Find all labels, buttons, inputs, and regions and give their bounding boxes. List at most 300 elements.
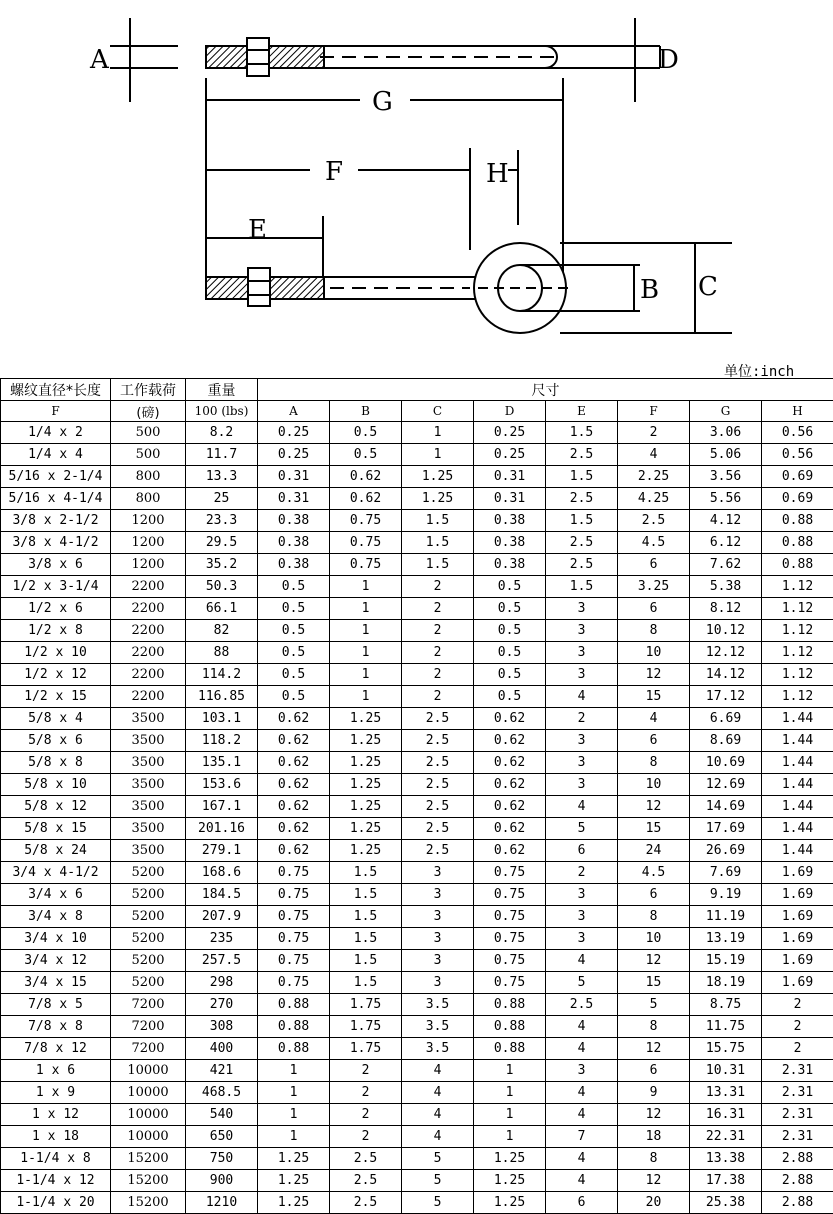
- cell-weight: 308: [186, 1016, 258, 1038]
- cell-c: 3: [402, 928, 474, 950]
- cell-b: 1.5: [330, 972, 402, 994]
- table-row: [1, 796, 833, 818]
- cell-d: 0.62: [474, 708, 546, 730]
- cell-c: 1: [402, 444, 474, 466]
- table-row: [1, 1148, 833, 1170]
- table-row: [1, 972, 833, 994]
- subheader-col: D: [474, 401, 546, 422]
- table-row: [1, 1016, 833, 1038]
- cell-load: 3500: [111, 752, 186, 774]
- cell-load: 5200: [111, 906, 186, 928]
- cell-g: 10.31: [690, 1060, 762, 1082]
- top-nut: [247, 38, 269, 76]
- cell-size: 1/2 x 3-1/4: [1, 576, 111, 598]
- subheader-thread: F: [1, 401, 111, 422]
- cell-load: 10000: [111, 1126, 186, 1148]
- cell-d: 0.38: [474, 554, 546, 576]
- cell-a: 0.75: [258, 862, 330, 884]
- cell-g: 5.06: [690, 444, 762, 466]
- cell-weight: 50.3: [186, 576, 258, 598]
- cell-size: 5/8 x 24: [1, 840, 111, 862]
- cell-b: 1.25: [330, 818, 402, 840]
- cell-e: 2: [546, 708, 618, 730]
- cell-g: 3.06: [690, 422, 762, 444]
- cell-g: 25.38: [690, 1192, 762, 1214]
- cell-weight: 298: [186, 972, 258, 994]
- cell-b: 1: [330, 642, 402, 664]
- cell-size: 1 x 12: [1, 1104, 111, 1126]
- cell-f: 2.5: [618, 510, 690, 532]
- cell-d: 0.88: [474, 994, 546, 1016]
- table-row: [1, 642, 833, 664]
- cell-d: 1.25: [474, 1170, 546, 1192]
- cell-c: 2.5: [402, 774, 474, 796]
- table-row: [1, 950, 833, 972]
- cell-b: 2: [330, 1082, 402, 1104]
- cell-d: 0.75: [474, 884, 546, 906]
- eye-bolt-diagram: [0, 0, 833, 362]
- label-b: B: [640, 275, 659, 305]
- cell-c: 3.5: [402, 1016, 474, 1038]
- cell-g: 15.19: [690, 950, 762, 972]
- cell-a: 0.88: [258, 1016, 330, 1038]
- label-h: H: [486, 159, 509, 189]
- cell-a: 0.75: [258, 906, 330, 928]
- cell-size: 5/8 x 4: [1, 708, 111, 730]
- cell-weight: 135.1: [186, 752, 258, 774]
- unit-label: 单位:inch: [724, 362, 794, 382]
- cell-h: 1.12: [762, 686, 833, 708]
- cell-b: 0.62: [330, 488, 402, 510]
- cell-c: 2: [402, 576, 474, 598]
- cell-f: 8: [618, 906, 690, 928]
- cell-a: 0.62: [258, 774, 330, 796]
- cell-f: 12: [618, 1170, 690, 1192]
- table-row: [1, 664, 833, 686]
- cell-g: 18.19: [690, 972, 762, 994]
- table-row: [1, 862, 833, 884]
- cell-e: 7: [546, 1126, 618, 1148]
- cell-h: 1.69: [762, 950, 833, 972]
- cell-h: 1.12: [762, 576, 833, 598]
- cell-h: 1.69: [762, 906, 833, 928]
- cell-e: 3: [546, 1060, 618, 1082]
- cell-h: 2.31: [762, 1060, 833, 1082]
- cell-h: 2.31: [762, 1126, 833, 1148]
- cell-e: 3: [546, 906, 618, 928]
- cell-d: 0.5: [474, 576, 546, 598]
- table-row: [1, 1126, 833, 1148]
- cell-weight: 257.5: [186, 950, 258, 972]
- cell-weight: 88: [186, 642, 258, 664]
- cell-a: 0.75: [258, 950, 330, 972]
- cell-a: 0.62: [258, 730, 330, 752]
- cell-weight: 184.5: [186, 884, 258, 906]
- cell-a: 0.62: [258, 818, 330, 840]
- cell-e: 3: [546, 664, 618, 686]
- cell-b: 1.25: [330, 840, 402, 862]
- cell-c: 1.25: [402, 466, 474, 488]
- table-row: [1, 576, 833, 598]
- cell-a: 0.5: [258, 598, 330, 620]
- cell-h: 2: [762, 1038, 833, 1060]
- cell-b: 1.5: [330, 884, 402, 906]
- cell-size: 5/8 x 6: [1, 730, 111, 752]
- cell-load: 15200: [111, 1148, 186, 1170]
- cell-g: 17.69: [690, 818, 762, 840]
- cell-load: 3500: [111, 708, 186, 730]
- cell-e: 4: [546, 950, 618, 972]
- cell-load: 7200: [111, 1038, 186, 1060]
- cell-g: 6.69: [690, 708, 762, 730]
- cell-d: 0.5: [474, 664, 546, 686]
- cell-c: 3: [402, 884, 474, 906]
- cell-f: 6: [618, 598, 690, 620]
- cell-a: 0.38: [258, 510, 330, 532]
- cell-c: 2.5: [402, 708, 474, 730]
- cell-g: 10.69: [690, 752, 762, 774]
- cell-f: 12: [618, 796, 690, 818]
- cell-b: 1: [330, 598, 402, 620]
- cell-d: 1: [474, 1082, 546, 1104]
- cell-size: 3/4 x 10: [1, 928, 111, 950]
- cell-b: 2: [330, 1060, 402, 1082]
- label-a: A: [89, 45, 110, 75]
- cell-c: 1.25: [402, 488, 474, 510]
- cell-c: 2: [402, 620, 474, 642]
- cell-load: 500: [111, 422, 186, 444]
- cell-b: 1.25: [330, 708, 402, 730]
- cell-d: 0.5: [474, 686, 546, 708]
- cell-e: 3: [546, 620, 618, 642]
- cell-c: 2: [402, 686, 474, 708]
- cell-f: 6: [618, 884, 690, 906]
- cell-a: 0.75: [258, 972, 330, 994]
- cell-load: 15200: [111, 1170, 186, 1192]
- cell-a: 0.25: [258, 444, 330, 466]
- cell-h: 0.88: [762, 510, 833, 532]
- cell-c: 3: [402, 950, 474, 972]
- cell-e: 4: [546, 1104, 618, 1126]
- cell-b: 2: [330, 1126, 402, 1148]
- cell-e: 6: [546, 1192, 618, 1214]
- cell-b: 1.5: [330, 906, 402, 928]
- cell-g: 5.56: [690, 488, 762, 510]
- cell-d: 0.75: [474, 950, 546, 972]
- cell-g: 7.69: [690, 862, 762, 884]
- cell-g: 9.19: [690, 884, 762, 906]
- cell-b: 1.25: [330, 796, 402, 818]
- cell-weight: 750: [186, 1148, 258, 1170]
- cell-f: 12: [618, 664, 690, 686]
- cell-h: 2.88: [762, 1192, 833, 1214]
- cell-e: 6: [546, 840, 618, 862]
- cell-a: 0.5: [258, 576, 330, 598]
- table-row: [1, 752, 833, 774]
- cell-f: 8: [618, 1016, 690, 1038]
- cell-e: 4: [546, 1170, 618, 1192]
- cell-a: 1: [258, 1104, 330, 1126]
- cell-weight: 82: [186, 620, 258, 642]
- cell-g: 15.75: [690, 1038, 762, 1060]
- cell-d: 0.38: [474, 510, 546, 532]
- cell-size: 1/2 x 12: [1, 664, 111, 686]
- cell-size: 7/8 x 5: [1, 994, 111, 1016]
- cell-size: 3/8 x 6: [1, 554, 111, 576]
- cell-load: 3500: [111, 796, 186, 818]
- cell-b: 0.62: [330, 466, 402, 488]
- cell-size: 3/4 x 4-1/2: [1, 862, 111, 884]
- cell-a: 0.38: [258, 532, 330, 554]
- cell-g: 13.31: [690, 1082, 762, 1104]
- cell-g: 14.69: [690, 796, 762, 818]
- cell-load: 800: [111, 488, 186, 510]
- table-row: [1, 730, 833, 752]
- cell-f: 6: [618, 730, 690, 752]
- table-row: [1, 708, 833, 730]
- cell-f: 4.5: [618, 532, 690, 554]
- cell-d: 0.88: [474, 1038, 546, 1060]
- cell-d: 0.88: [474, 1016, 546, 1038]
- header-dims: 尺寸: [258, 379, 833, 401]
- cell-a: 1: [258, 1126, 330, 1148]
- cell-weight: 13.3: [186, 466, 258, 488]
- cell-f: 6: [618, 554, 690, 576]
- cell-b: 0.75: [330, 554, 402, 576]
- cell-c: 2: [402, 598, 474, 620]
- cell-a: 0.62: [258, 840, 330, 862]
- cell-c: 3: [402, 972, 474, 994]
- cell-f: 15: [618, 818, 690, 840]
- cell-load: 1200: [111, 532, 186, 554]
- cell-g: 5.38: [690, 576, 762, 598]
- cell-e: 4: [546, 1082, 618, 1104]
- cell-g: 7.62: [690, 554, 762, 576]
- cell-c: 4: [402, 1104, 474, 1126]
- header-load: 工作载荷: [111, 379, 186, 401]
- cell-c: 3: [402, 862, 474, 884]
- subheader-col: H: [762, 401, 833, 422]
- cell-load: 7200: [111, 1016, 186, 1038]
- cell-g: 3.56: [690, 466, 762, 488]
- cell-size: 1/2 x 10: [1, 642, 111, 664]
- cell-load: 2200: [111, 598, 186, 620]
- cell-load: 2200: [111, 620, 186, 642]
- cell-d: 0.62: [474, 752, 546, 774]
- cell-size: 5/8 x 12: [1, 796, 111, 818]
- cell-load: 1200: [111, 554, 186, 576]
- subheader-col: E: [546, 401, 618, 422]
- cell-h: 1.44: [762, 730, 833, 752]
- cell-d: 0.75: [474, 862, 546, 884]
- cell-load: 1200: [111, 510, 186, 532]
- cell-b: 1.25: [330, 752, 402, 774]
- label-g: G: [372, 87, 393, 117]
- cell-f: 2: [618, 422, 690, 444]
- cell-weight: 270: [186, 994, 258, 1016]
- cell-g: 6.12: [690, 532, 762, 554]
- cell-size: 3/8 x 4-1/2: [1, 532, 111, 554]
- cell-f: 3.25: [618, 576, 690, 598]
- cell-weight: 900: [186, 1170, 258, 1192]
- cell-h: 2.31: [762, 1082, 833, 1104]
- cell-h: 1.12: [762, 598, 833, 620]
- cell-c: 3.5: [402, 994, 474, 1016]
- cell-a: 0.88: [258, 1038, 330, 1060]
- cell-c: 5: [402, 1170, 474, 1192]
- cell-load: 5200: [111, 928, 186, 950]
- cell-d: 0.25: [474, 422, 546, 444]
- cell-c: 1.5: [402, 554, 474, 576]
- cell-h: 1.44: [762, 796, 833, 818]
- cell-weight: 114.2: [186, 664, 258, 686]
- cell-h: 1.44: [762, 840, 833, 862]
- cell-f: 4.5: [618, 862, 690, 884]
- cell-size: 3/4 x 6: [1, 884, 111, 906]
- cell-d: 0.75: [474, 906, 546, 928]
- cell-h: 0.88: [762, 554, 833, 576]
- table-row: [1, 1104, 833, 1126]
- table-row: [1, 554, 833, 576]
- cell-load: 3500: [111, 730, 186, 752]
- cell-size: 7/8 x 12: [1, 1038, 111, 1060]
- table-row: [1, 884, 833, 906]
- cell-d: 1: [474, 1126, 546, 1148]
- cell-load: 3500: [111, 818, 186, 840]
- cell-f: 8: [618, 1148, 690, 1170]
- cell-c: 5: [402, 1148, 474, 1170]
- spec-table: [0, 378, 833, 1214]
- cell-weight: 66.1: [186, 598, 258, 620]
- cell-h: 2: [762, 994, 833, 1016]
- cell-b: 0.75: [330, 532, 402, 554]
- cell-d: 1.25: [474, 1148, 546, 1170]
- cell-weight: 29.5: [186, 532, 258, 554]
- cell-e: 2.5: [546, 554, 618, 576]
- cell-weight: 103.1: [186, 708, 258, 730]
- subheader-load: (磅): [111, 401, 186, 422]
- label-d: D: [658, 45, 679, 75]
- cell-c: 4: [402, 1126, 474, 1148]
- table-row: [1, 906, 833, 928]
- cell-d: 0.62: [474, 840, 546, 862]
- cell-e: 1.5: [546, 466, 618, 488]
- cell-c: 5: [402, 1192, 474, 1214]
- cell-weight: 421: [186, 1060, 258, 1082]
- cell-a: 1.25: [258, 1192, 330, 1214]
- cell-b: 1.5: [330, 928, 402, 950]
- cell-d: 0.75: [474, 928, 546, 950]
- cell-g: 14.12: [690, 664, 762, 686]
- cell-a: 0.25: [258, 422, 330, 444]
- cell-e: 5: [546, 818, 618, 840]
- table-row: [1, 840, 833, 862]
- cell-size: 1/4 x 2: [1, 422, 111, 444]
- cell-d: 0.62: [474, 774, 546, 796]
- cell-size: 1/2 x 6: [1, 598, 111, 620]
- table-row: [1, 1192, 833, 1214]
- cell-b: 2.5: [330, 1170, 402, 1192]
- cell-d: 1: [474, 1104, 546, 1126]
- cell-e: 1.5: [546, 510, 618, 532]
- cell-weight: 23.3: [186, 510, 258, 532]
- cell-a: 0.62: [258, 752, 330, 774]
- cell-c: 2: [402, 642, 474, 664]
- cell-c: 1: [402, 422, 474, 444]
- subheader-col: F: [618, 401, 690, 422]
- cell-b: 2.5: [330, 1192, 402, 1214]
- cell-weight: 11.7: [186, 444, 258, 466]
- label-e: E: [248, 215, 267, 245]
- cell-h: 1.44: [762, 774, 833, 796]
- cell-load: 10000: [111, 1104, 186, 1126]
- cell-b: 1.5: [330, 950, 402, 972]
- cell-b: 1: [330, 576, 402, 598]
- table-row: [1, 774, 833, 796]
- cell-g: 11.19: [690, 906, 762, 928]
- cell-a: 0.75: [258, 884, 330, 906]
- cell-a: 0.38: [258, 554, 330, 576]
- cell-c: 2.5: [402, 752, 474, 774]
- cell-h: 0.69: [762, 466, 833, 488]
- cell-h: 2.31: [762, 1104, 833, 1126]
- cell-h: 1.12: [762, 664, 833, 686]
- cell-h: 1.69: [762, 928, 833, 950]
- cell-load: 2200: [111, 686, 186, 708]
- cell-h: 1.44: [762, 708, 833, 730]
- cell-a: 0.5: [258, 642, 330, 664]
- cell-d: 0.5: [474, 642, 546, 664]
- cell-size: 3/4 x 15: [1, 972, 111, 994]
- cell-g: 8.75: [690, 994, 762, 1016]
- cell-a: 0.88: [258, 994, 330, 1016]
- cell-g: 22.31: [690, 1126, 762, 1148]
- cell-size: 1 x 6: [1, 1060, 111, 1082]
- cell-weight: 207.9: [186, 906, 258, 928]
- table-row: [1, 686, 833, 708]
- table-row: [1, 488, 833, 510]
- cell-h: 0.88: [762, 532, 833, 554]
- cell-e: 3: [546, 642, 618, 664]
- label-f: F: [325, 157, 343, 187]
- cell-load: 3500: [111, 774, 186, 796]
- header-thread: 螺纹直径*长度: [1, 379, 111, 401]
- table-row: [1, 422, 833, 444]
- cell-g: 13.38: [690, 1148, 762, 1170]
- cell-weight: 118.2: [186, 730, 258, 752]
- table-row: [1, 818, 833, 840]
- cell-d: 0.62: [474, 818, 546, 840]
- cell-c: 4: [402, 1082, 474, 1104]
- cell-weight: 279.1: [186, 840, 258, 862]
- cell-load: 500: [111, 444, 186, 466]
- subheader-col: G: [690, 401, 762, 422]
- cell-load: 3500: [111, 840, 186, 862]
- cell-weight: 8.2: [186, 422, 258, 444]
- cell-h: 1.44: [762, 818, 833, 840]
- cell-load: 10000: [111, 1082, 186, 1104]
- cell-a: 0.5: [258, 664, 330, 686]
- cell-b: 1.75: [330, 994, 402, 1016]
- cell-g: 8.69: [690, 730, 762, 752]
- cell-b: 0.5: [330, 444, 402, 466]
- cell-f: 12: [618, 950, 690, 972]
- cell-weight: 116.85: [186, 686, 258, 708]
- cell-size: 5/16 x 4-1/4: [1, 488, 111, 510]
- cell-h: 1.12: [762, 620, 833, 642]
- table-row: [1, 444, 833, 466]
- cell-e: 1.5: [546, 422, 618, 444]
